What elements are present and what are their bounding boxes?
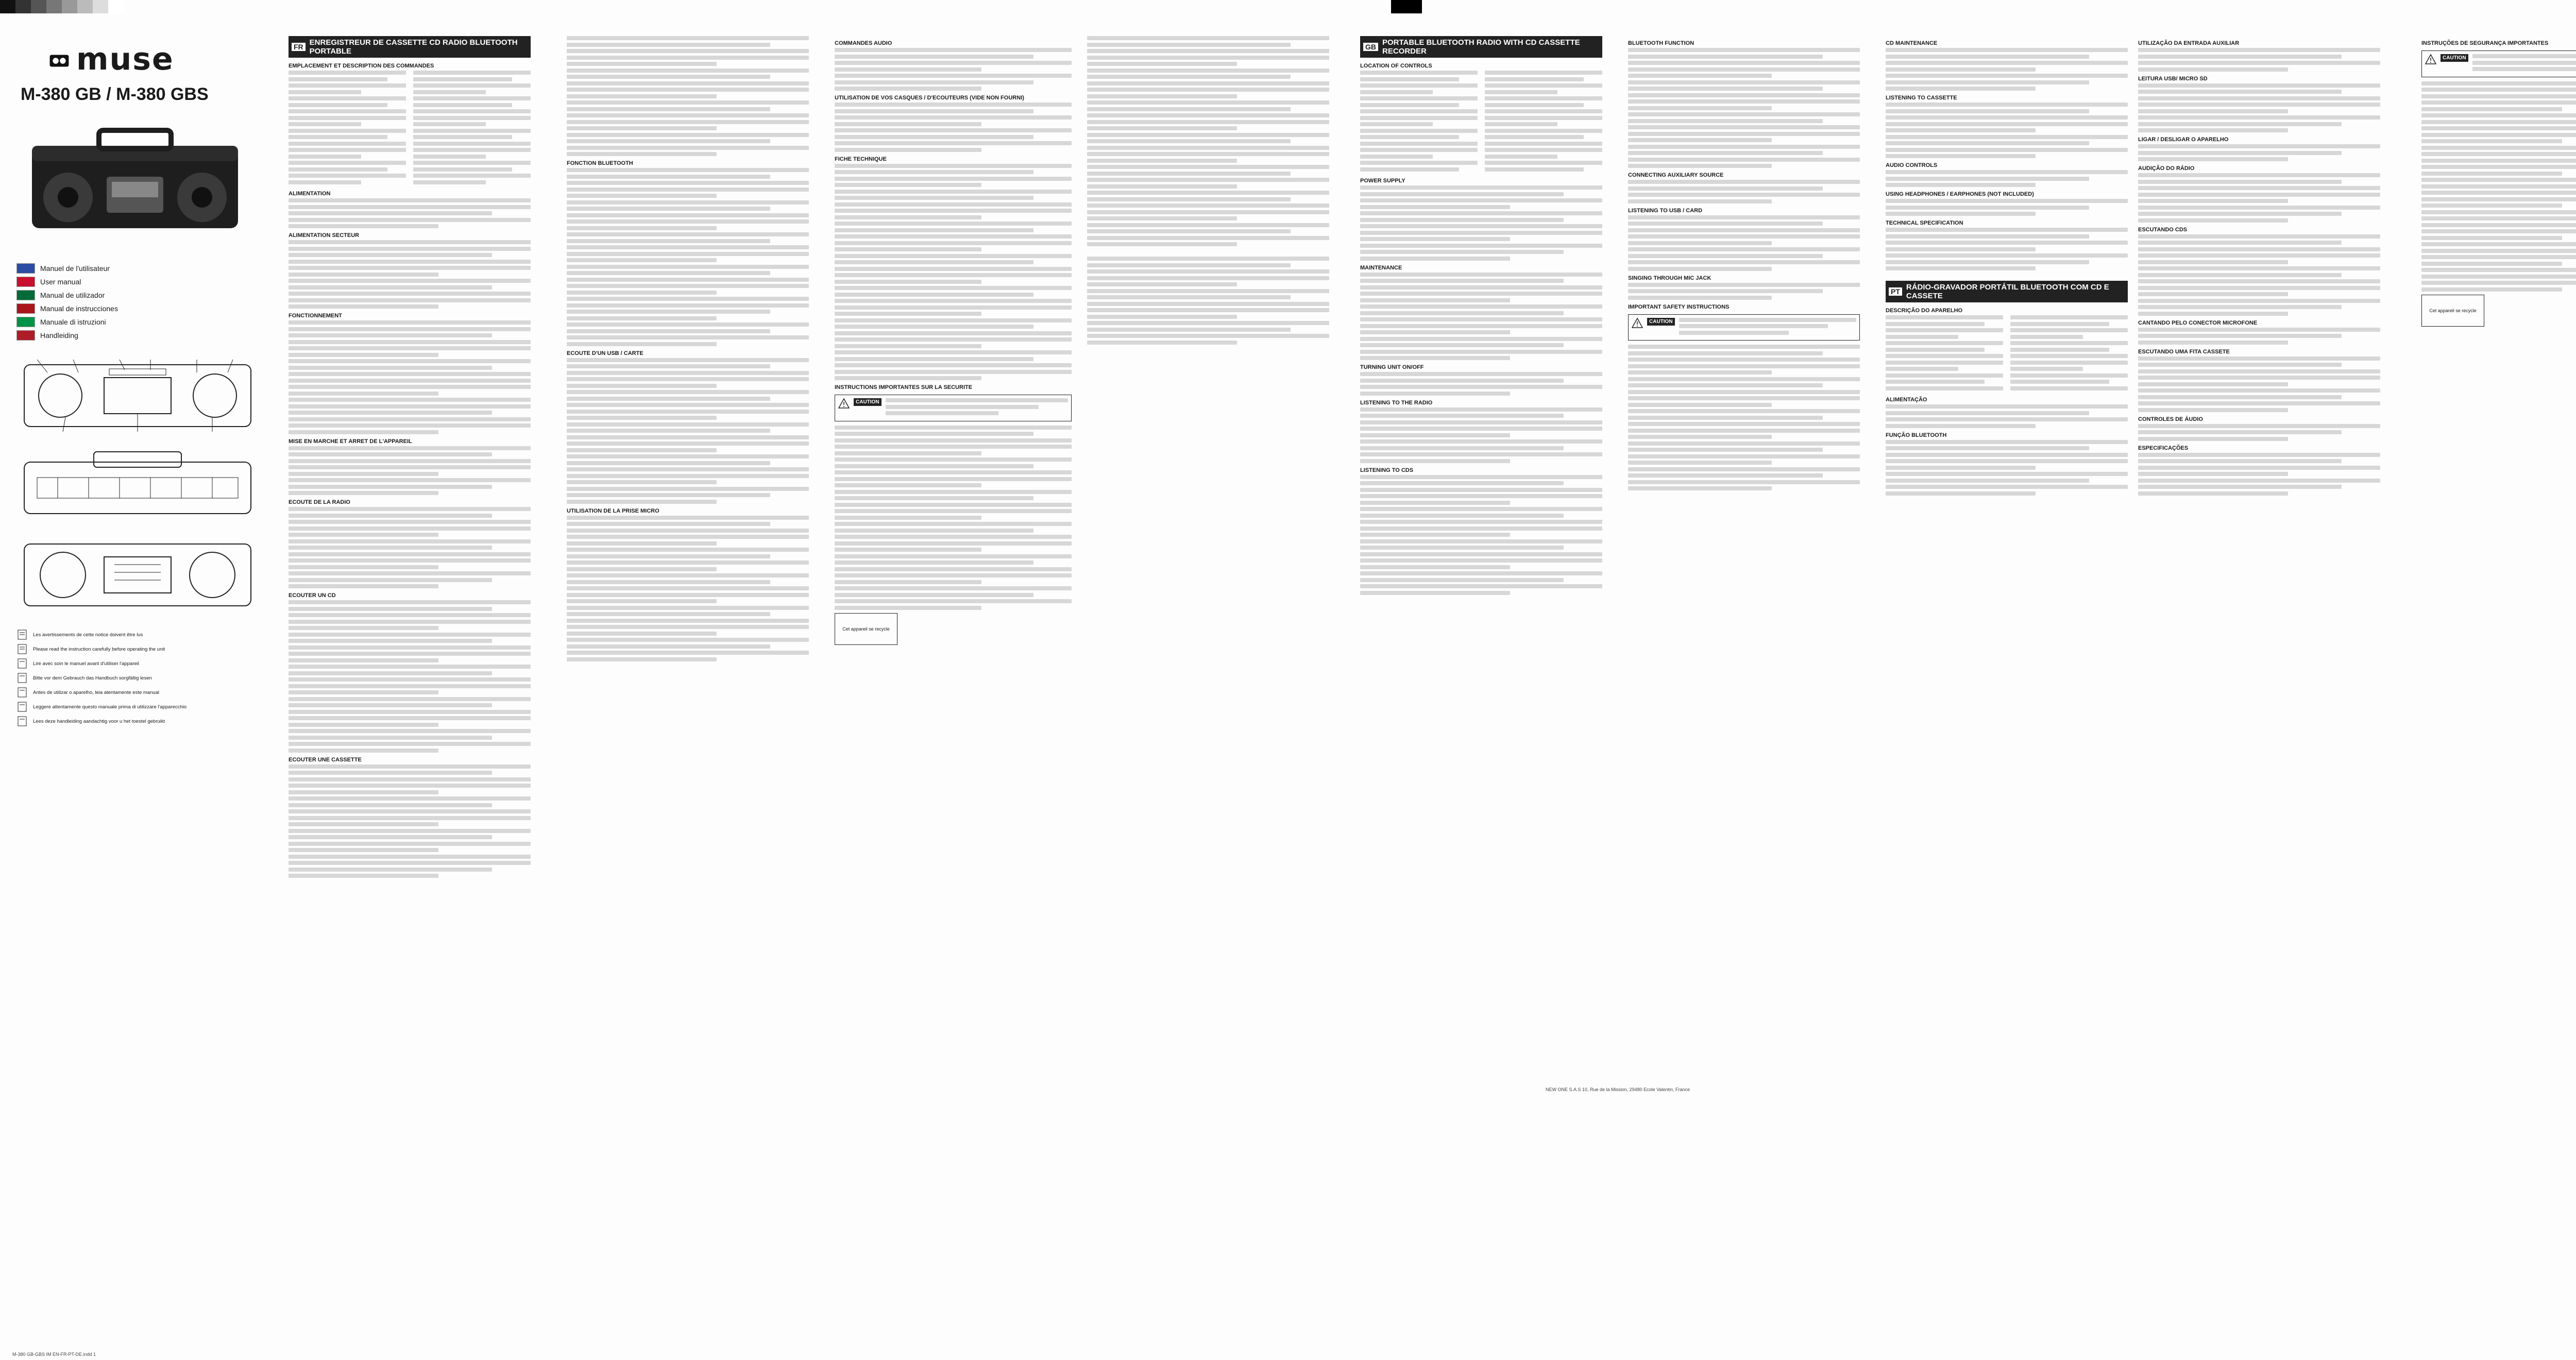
safety-item — [16, 687, 264, 698]
heading: ECOUTE DE LA RADIO — [289, 499, 350, 505]
section-header-pt — [1886, 281, 2128, 302]
text-block — [1087, 257, 1329, 345]
lang-code: GB — [1363, 43, 1378, 51]
text-block — [1628, 48, 1860, 168]
text-block — [567, 516, 809, 661]
text-block — [567, 358, 809, 504]
flag-icon — [16, 330, 35, 341]
text-block — [1628, 180, 1860, 203]
french-column-2 — [567, 36, 809, 1334]
heading: AUDIÇÃO DO RÁDIO — [2138, 165, 2195, 172]
heading: FONCTION BLUETOOTH — [567, 160, 633, 166]
heading: ALIMENTATION SECTEUR — [289, 232, 360, 239]
heading: MAINTENANCE — [1360, 264, 1402, 271]
heading: ESCUTANDO CDS — [2138, 226, 2188, 233]
french-column-1 — [289, 36, 531, 1334]
safety-label: Lire avec soin le manuel avant d'utiliser l'appareil — [33, 660, 139, 667]
text-block — [2138, 48, 2380, 72]
text-block — [2138, 173, 2380, 223]
flag-icon — [16, 303, 35, 314]
heading: MISE EN MARCHE ET ARRET DE L'APPAREIL — [289, 438, 412, 445]
lang-code: PT — [1889, 287, 1902, 296]
safety-label: Leggere attentamente questo manuale prima di utilizzare l'apparecchio — [33, 704, 187, 710]
controls-list — [289, 71, 531, 186]
lang-code: FR — [292, 43, 306, 51]
warning-triangle-icon — [838, 398, 850, 409]
text-block — [289, 446, 531, 496]
heading: LISTENING TO CDS — [1360, 467, 1414, 473]
heading: ALIMENTATION — [289, 191, 331, 197]
heading: LISTENING TO CASSETTE — [1886, 95, 1957, 101]
safety-label: Bitte vor dem Gebrauch das Handbuch sorgfältig lesen — [33, 675, 152, 681]
heading: UTILISATION DE LA PRISE MICRO — [567, 507, 659, 514]
brand-logo — [47, 41, 264, 77]
heading: LISTENING TO USB / CARD — [1628, 207, 1703, 214]
french-column-3 — [835, 36, 1072, 1334]
heading: DESCRIÇÃO DO APARELHO — [1886, 308, 1963, 314]
manual-item — [16, 315, 264, 329]
flag-icon — [16, 263, 35, 274]
model-number: M-380 GB / M-380 GBS — [21, 84, 209, 104]
manual-label: Manual de utilizador — [40, 291, 105, 299]
text-block — [2138, 356, 2380, 412]
heading: LEITURA USB/ MICRO SD — [2138, 75, 2208, 82]
recycle-logo — [2421, 295, 2484, 327]
text-block — [289, 764, 531, 878]
text-block — [835, 254, 1072, 381]
warning-triangle-icon — [1632, 318, 1643, 328]
heading: TECHNICAL SPECIFICATION — [1886, 220, 1963, 226]
text-block — [835, 426, 1072, 610]
safety-item — [16, 658, 264, 669]
read-manual-icon — [16, 658, 28, 669]
recycle-logo — [835, 613, 897, 645]
heading: LOCATION OF CONTROLS — [1360, 63, 1432, 69]
text-block — [1886, 199, 2128, 216]
manual-label: Manuale di istruzioni — [40, 318, 106, 326]
safety-item — [16, 629, 264, 640]
text-block — [835, 103, 1072, 152]
text-block — [567, 168, 809, 346]
text-block — [2138, 234, 2380, 316]
heading: INSTRUCTIONS IMPORTANTES SUR LA SECURITE — [835, 384, 973, 390]
read-manual-icon — [16, 629, 28, 640]
heading: ESPECIFICAÇÕES — [2138, 445, 2189, 451]
flag-icon — [16, 290, 35, 300]
heading: LIGAR / DESLIGAR O APARELHO — [2138, 137, 2229, 143]
portuguese-column-2 — [2421, 36, 2576, 1334]
heading: EMPLACEMENT ET DESCRIPTION DES COMMANDES — [289, 63, 434, 69]
calibration-strip — [0, 0, 124, 13]
heading: POWER SUPPLY — [1360, 178, 1405, 184]
heading: USING HEADPHONES / EARPHONES (NOT INCLUDED) — [1886, 191, 2034, 197]
heading: UTILIZAÇÃO DA ENTRADA AUXILIAR — [2138, 40, 2240, 46]
text-block — [289, 600, 531, 753]
safety-label: Lees deze handleiding aandachtig voor u het toestel gebruikt — [33, 718, 165, 724]
text-block — [1886, 103, 2128, 158]
manual-label: User manual — [40, 278, 81, 286]
read-manual-icon — [16, 701, 28, 712]
safety-icons-list — [16, 629, 264, 727]
brand-logo-icon — [47, 49, 71, 73]
flag-icon — [16, 277, 35, 287]
section-title: PORTABLE BLUETOOTH RADIO WITH CD CASSETTE RECORDER — [1382, 38, 1580, 56]
section-header-en — [1360, 36, 1602, 58]
manual-label: Handleiding — [40, 331, 78, 339]
text-block — [2421, 81, 2576, 292]
text-block — [2138, 453, 2380, 496]
company-footer: NEW ONE S.A.S 10, Rue de la Mission, 29480 Ecole Valentin, France — [1546, 1087, 1690, 1092]
safety-label: Please read the instruction carefully before operating the unit — [33, 646, 165, 652]
controls-list — [1886, 315, 2128, 393]
safety-item — [16, 643, 264, 655]
safety-label: Antes de utilizar o aparelho, leia atentamente este manual — [33, 689, 160, 695]
text-block — [1360, 273, 1602, 361]
flag-icon — [16, 317, 35, 327]
heading: BLUETOOTH FUNCTION — [1628, 40, 1694, 46]
calibration-strip-center — [1391, 0, 1422, 13]
heading: FICHE TECHNIQUE — [835, 156, 887, 162]
text-block — [1485, 71, 1602, 174]
caution-box — [1628, 314, 1860, 341]
print-mark-left: M-380 GB-GBS IM EN-FR-PT-DE.indd 1 — [12, 1352, 96, 1357]
manual-label: Manual de instrucciones — [40, 304, 118, 313]
text-block — [1886, 404, 2128, 428]
text-block — [2010, 315, 2128, 393]
manual-label: Manuel de l'utilisateur — [40, 264, 110, 273]
text-block — [1628, 345, 1860, 490]
safety-item — [16, 672, 264, 684]
text-block — [567, 36, 809, 156]
caution-label: CAUTION — [1647, 318, 1675, 326]
manual-item — [16, 329, 264, 342]
text-block — [2138, 144, 2380, 161]
manual-item — [16, 262, 264, 275]
cover-column — [16, 36, 264, 1334]
text-block — [1886, 228, 2128, 270]
manual-item — [16, 302, 264, 315]
text-block — [1628, 283, 1860, 300]
heading: ESCUTANDO UMA FITA CASSETE — [2138, 348, 2230, 355]
heading: ECOUTER UNE CASSETTE — [289, 756, 362, 763]
heading: SINGING THROUGH MIC JACK — [1628, 275, 1711, 281]
text-block — [1679, 318, 1856, 337]
text-block — [413, 71, 531, 186]
text-block — [1360, 71, 1478, 174]
text-block — [1087, 36, 1329, 246]
text-block — [1360, 185, 1602, 261]
heading: ECOUTER UN CD — [289, 592, 336, 599]
heading: ECOUTE D'UN USB / CARTE — [567, 350, 643, 356]
warning-triangle-icon — [2425, 54, 2436, 64]
heading: IMPORTANT SAFETY INSTRUCTIONS — [1628, 303, 1730, 310]
text-block — [1886, 315, 2003, 393]
text-block — [1886, 48, 2128, 91]
text-block — [1886, 440, 2128, 496]
top-panel-diagram — [16, 447, 259, 524]
caution-box — [2421, 50, 2576, 77]
english-column-2 — [1628, 36, 1860, 1334]
section-header-fr — [289, 36, 531, 58]
read-manual-icon — [16, 687, 28, 698]
text-block — [1886, 170, 2128, 187]
french-column-4 — [1087, 36, 1329, 1334]
text-block — [1628, 215, 1860, 271]
text-block — [886, 398, 1068, 418]
text-block — [2138, 328, 2380, 345]
read-manual-icon — [16, 672, 28, 684]
manual-language-list — [16, 262, 264, 342]
read-manual-icon — [16, 716, 28, 727]
text-block — [2472, 54, 2576, 74]
safety-item — [16, 716, 264, 727]
heading: FUNÇÃO BLUETOOTH — [1886, 432, 1947, 438]
heading: ALIMENTAÇÃO — [1886, 397, 1927, 403]
boombox-product-photo — [22, 125, 248, 239]
text-block — [835, 48, 1072, 91]
text-block — [289, 320, 531, 434]
heading: COMMANDES AUDIO — [835, 40, 892, 46]
text-block — [1360, 475, 1602, 595]
text-block — [289, 198, 531, 228]
text-block — [2138, 83, 2380, 133]
heading: AUDIO CONTROLS — [1886, 162, 1938, 168]
read-manual-icon — [16, 643, 28, 655]
heading: LISTENING TO THE RADIO — [1360, 399, 1433, 406]
english-column-1 — [1360, 36, 1602, 1334]
caution-label: CAUTION — [854, 398, 882, 406]
heading: CANTANDO PELO CONECTOR MICROFONE — [2138, 319, 2258, 326]
heading: UTILISATION DE VOS CASQUES / D'ECOUTEURS (VIDE NON FOURNI) — [835, 95, 1024, 101]
heading: CD MAINTENANCE — [1886, 40, 1938, 46]
text-block — [289, 71, 406, 186]
heading: CONTROLES DE ÁUDIO — [2138, 416, 2203, 422]
text-block — [835, 164, 1072, 252]
manual-item — [16, 288, 264, 302]
section-title: ENREGISTREUR DE CASSETTE CD RADIO BLUETOOTH PORTABLE — [309, 38, 518, 56]
section-title: RÁDIO-GRAVADOR PORTÁTIL BLUETOOTH COM CD E CASSETE — [1906, 283, 2109, 300]
brand-name: muse — [76, 41, 174, 77]
text-block — [289, 240, 531, 309]
controls-list — [1360, 71, 1602, 174]
heading: TURNING UNIT ON/OFF — [1360, 364, 1424, 370]
recycle-text: Cet appareil se recycle — [2429, 308, 2477, 313]
recycle-text: Cet appareil se recycle — [842, 626, 890, 632]
text-block — [289, 507, 531, 588]
english-column-3 — [1886, 36, 2128, 1334]
heading: CONNECTING AUXILIARY SOURCE — [1628, 172, 1724, 178]
caution-label: CAUTION — [2441, 54, 2468, 62]
text-block — [1360, 372, 1602, 396]
caution-box — [835, 395, 1072, 421]
safety-label: Les avertissements de cette notice doivent être lus — [33, 632, 143, 638]
front-panel-diagram — [16, 349, 259, 437]
portuguese-column-1 — [2138, 36, 2380, 1334]
heading: INSTRUÇÕES DE SEGURANÇA IMPORTANTES — [2421, 40, 2549, 46]
heading: FONCTIONNEMENT — [289, 313, 342, 319]
safety-item — [16, 701, 264, 712]
manual-item — [16, 275, 264, 288]
text-block — [1360, 407, 1602, 463]
rear-panel-diagram — [16, 534, 259, 616]
text-block — [2138, 424, 2380, 441]
